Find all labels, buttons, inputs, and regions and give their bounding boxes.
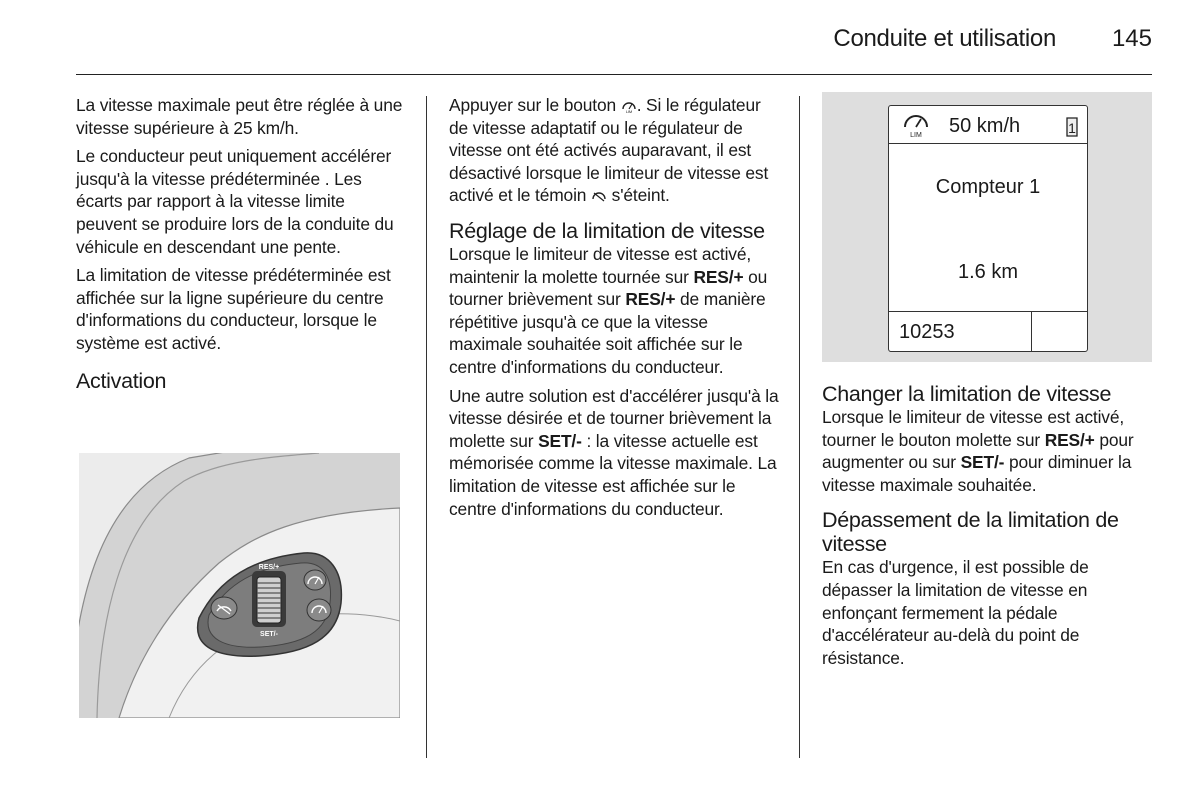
res-plus-label: RES/+ bbox=[693, 266, 744, 287]
speed-limiter-icon bbox=[621, 99, 637, 113]
display-distance: 1.6 km bbox=[957, 261, 1019, 283]
heading-change-limit: Changer la limitation de vitesse bbox=[822, 382, 1112, 406]
paragraph-hold-wheel bbox=[449, 243, 783, 379]
steering-wheel-drawing bbox=[79, 453, 400, 718]
lim-badge-text: LIM bbox=[910, 132, 922, 138]
text-fragment: ou tourner brièvement sur bbox=[449, 266, 768, 310]
text-fragment: Une autre solution est d'accélérer jusqu'à la vitesse désirée et de tourner brièvement la molette sur bbox=[449, 385, 779, 451]
display-speed: 50 km/h bbox=[949, 115, 1021, 137]
text-fragment: de manière répétitive jusqu'à ce que la vitesse maximale souhaitée soit affichée sur le centre d'informations du conducteur. bbox=[449, 289, 766, 377]
steering-wheel-illustration bbox=[79, 453, 400, 718]
wheel-label-set: SET/- bbox=[260, 631, 278, 638]
paragraph-max-speed: La vitesse maximale peut être réglée à une vitesse supérieure à 25 km/h. bbox=[76, 95, 403, 138]
speed-limiter-icon bbox=[304, 570, 326, 590]
column-divider-1 bbox=[426, 96, 427, 758]
column-3 bbox=[822, 382, 1156, 675]
cruise-control-off-icon bbox=[591, 189, 607, 203]
speed-limiter-icon bbox=[901, 112, 931, 138]
display-screen bbox=[888, 105, 1088, 352]
driver-info-display-illustration bbox=[822, 92, 1152, 362]
text-fragment: Appuyer sur le bouton bbox=[449, 95, 621, 115]
gear-indicator-icon bbox=[1065, 114, 1081, 138]
page-number: 145 bbox=[1111, 25, 1152, 52]
paragraph-emergency: En cas d'urgence, il est possible de dépasser la limitation de vitesse en enfonçant fermement la pédale d'accélérateur au-delà du point de résistance. bbox=[822, 557, 1089, 668]
display-bottom-row bbox=[889, 311, 1087, 352]
res-plus-label: RES/+ bbox=[625, 289, 676, 310]
res-plus-label: RES/+ bbox=[1044, 429, 1095, 450]
paragraph-driver-accelerate: Le conducteur peut uniquement accélérer jusqu'à la vitesse prédéterminée . Les écarts par rapport à la vitesse limite peuvent se produire lors de la conduite du véhicule en descendant une pente. bbox=[76, 146, 394, 257]
display-counter-label: Compteur 1 bbox=[935, 176, 1041, 198]
paragraph-limit-displayed: La limitation de vitesse prédéterminée est affichée sur la ligne supérieure du centre d'informations du conducteur, lorsque le système est activé. bbox=[76, 265, 391, 353]
cruise-control-off-icon bbox=[211, 597, 237, 619]
display-bottom-separator bbox=[1031, 312, 1032, 352]
text-fragment: : la vitesse actuelle est mémorisée comme la vitesse maximale. La limitation de vitesse est affichée sur le centre d'informations du conducteur. bbox=[449, 430, 777, 519]
column-1 bbox=[76, 94, 408, 403]
text-fragment: s'éteint. bbox=[607, 185, 670, 206]
set-minus-label: SET/- bbox=[538, 430, 582, 451]
column-divider-2 bbox=[799, 96, 800, 758]
display-odometer: 10253 bbox=[899, 321, 955, 343]
text-fragment: Lorsque le limiteur de vitesse est activé, maintenir la molette tournée sur bbox=[449, 243, 752, 287]
paragraph-alternative bbox=[449, 385, 783, 521]
paragraph-press-button bbox=[449, 94, 783, 207]
wheel-label-res: RES/+ bbox=[258, 564, 280, 571]
text-fragment: . Si le régulateur de vitesse adaptatif ou le régulateur de vitesse ont été activés auparavant, il est désactivé lorsque le limiteur de vitesse est activé et le témoin bbox=[449, 95, 769, 206]
lim-badge-text: LIM bbox=[625, 109, 632, 113]
text-fragment: Lorsque le limiteur de vitesse est activé, tourner le bouton molette sur bbox=[822, 407, 1125, 450]
text-fragment: pour augmenter ou sur bbox=[822, 429, 1134, 473]
heading-activation: Activation bbox=[76, 368, 167, 393]
page-header-title: Conduite et utilisation bbox=[833, 25, 1056, 52]
column-2 bbox=[449, 94, 783, 526]
text-fragment: pour diminuer la vitesse maximale souhaitée. bbox=[822, 452, 1132, 495]
display-indicator: 1 bbox=[1068, 120, 1076, 136]
set-minus-label: SET/- bbox=[960, 452, 1005, 473]
heading-exceed-limit: Dépassement de la limitation de vitesse bbox=[822, 508, 1119, 557]
header-divider bbox=[76, 74, 1152, 75]
cruise-control-icon bbox=[307, 599, 331, 621]
display-top-row bbox=[889, 106, 1087, 144]
paragraph-turn-wheel bbox=[822, 406, 1156, 496]
heading-setting-limit: Réglage de la limitation de vitesse bbox=[449, 218, 765, 243]
